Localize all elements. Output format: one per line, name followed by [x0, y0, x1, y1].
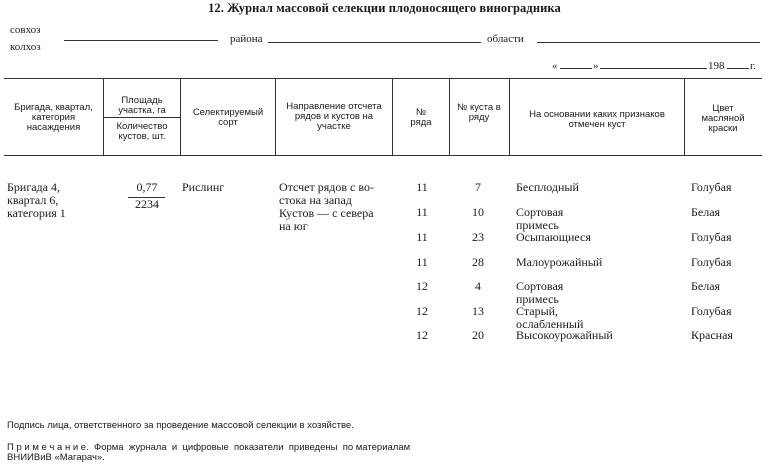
entry-brigade-line: Бригада 4, — [7, 180, 60, 194]
header-bush-count: Количество кустов, шт. — [116, 121, 168, 142]
row-number: 12 — [416, 304, 428, 318]
selection-sign: Сортовая примесь — [516, 279, 564, 306]
col-sep-7 — [684, 79, 685, 155]
row-number: 12 — [416, 328, 428, 342]
selection-sign: Малоурожайный — [516, 255, 603, 269]
bush-number: 23 — [472, 230, 484, 244]
bush-number: 4 — [475, 279, 481, 293]
table-top-rule — [4, 78, 762, 79]
table-header-bottom-rule — [4, 155, 762, 156]
header-signs: На основании каких признаков отмечен куст — [529, 109, 665, 130]
row-number: 11 — [416, 255, 428, 269]
header-variety: Селектируемый сорт — [192, 107, 264, 128]
entry-brigade-line: категория 1 — [7, 206, 66, 220]
header-area: Площадь участка, га — [118, 95, 166, 116]
col-sep-4 — [392, 79, 393, 155]
header-row-no: № ряда — [410, 107, 432, 128]
day-line — [560, 68, 592, 69]
col-sep-6 — [509, 79, 510, 155]
entry-direction-line: Отсчет рядов с во- — [279, 180, 374, 194]
selection-sign: Высокоурожайный — [516, 328, 613, 342]
row-number: 11 — [416, 205, 428, 219]
entry-brigade-line: квартал 6, — [7, 193, 59, 207]
entry-brigade — [7, 181, 66, 220]
entry-direction-line: Кустов — с севера — [279, 206, 374, 220]
year-suffix: г. — [750, 60, 757, 72]
col-sep-3 — [275, 79, 276, 155]
entry-bush-count: 2234 — [135, 197, 159, 211]
date-close-quote: » — [593, 60, 599, 72]
sovkhoz-label: совхоз — [10, 24, 41, 36]
col-sep-5 — [449, 79, 450, 155]
farm-name-line — [64, 40, 218, 41]
paint-color: Белая — [691, 205, 721, 219]
date-open-quote: « — [552, 60, 558, 72]
entry-direction-line: стока на запад — [279, 193, 352, 207]
selection-sign: Бесплодный — [516, 180, 579, 194]
oblast-label: области — [487, 33, 524, 45]
entry-direction — [279, 181, 395, 233]
selection-sign: Сортовая примесь — [516, 205, 564, 232]
note-line-1: П р и м е ч а н и е. Форма журнала и цифровые показатели приведены по материалам — [7, 442, 411, 453]
page-title: 12. Журнал массовой селекции плодоносящего виноградника — [208, 1, 561, 15]
entry-area: 0,77 — [136, 180, 158, 194]
row-number: 11 — [416, 230, 428, 244]
header-direction: Направление отсчета рядов и кустов на участке — [286, 101, 382, 132]
paint-color: Белая — [691, 279, 721, 293]
selection-sign: Старый, ослабленный — [516, 304, 584, 331]
selection-sign: Осыпающиеся — [516, 230, 591, 244]
col-sep-2 — [180, 79, 181, 155]
paint-color: Голубая — [691, 230, 732, 244]
raion-label: района — [230, 33, 263, 45]
row-number: 12 — [416, 279, 428, 293]
entry-variety: Рислинг — [182, 180, 225, 194]
paint-color: Голубая — [691, 180, 732, 194]
paint-color: Голубая — [691, 304, 732, 318]
entry-direction-line: на юг — [279, 219, 308, 233]
header-paint-color: Цвет масляной краски — [701, 103, 745, 134]
header-bush-no: № куста в ряду — [457, 102, 501, 123]
bush-number: 28 — [472, 255, 484, 269]
paint-color: Голубая — [691, 255, 732, 269]
bush-number: 10 — [472, 205, 484, 219]
bush-number: 7 — [475, 180, 481, 194]
year-prefix: 198 — [708, 60, 725, 72]
row-number: 11 — [416, 180, 428, 194]
header-brigade: Бригада, квартал, категория насаждения — [14, 102, 93, 133]
raion-line — [268, 42, 481, 43]
month-line — [600, 68, 707, 69]
kolkhoz-label: колхоз — [10, 41, 41, 53]
area-header-divider — [104, 117, 180, 118]
signature-line: Подпись лица, ответственного за проведение массовой селекции в хозяйстве. — [7, 420, 354, 431]
note-line-2: ВНИИВиВ «Магарач». — [7, 452, 105, 463]
paint-color: Красная — [691, 328, 733, 342]
year-line — [727, 68, 749, 69]
bush-number: 20 — [472, 328, 484, 342]
oblast-line — [537, 42, 760, 43]
bush-number: 13 — [472, 304, 484, 318]
